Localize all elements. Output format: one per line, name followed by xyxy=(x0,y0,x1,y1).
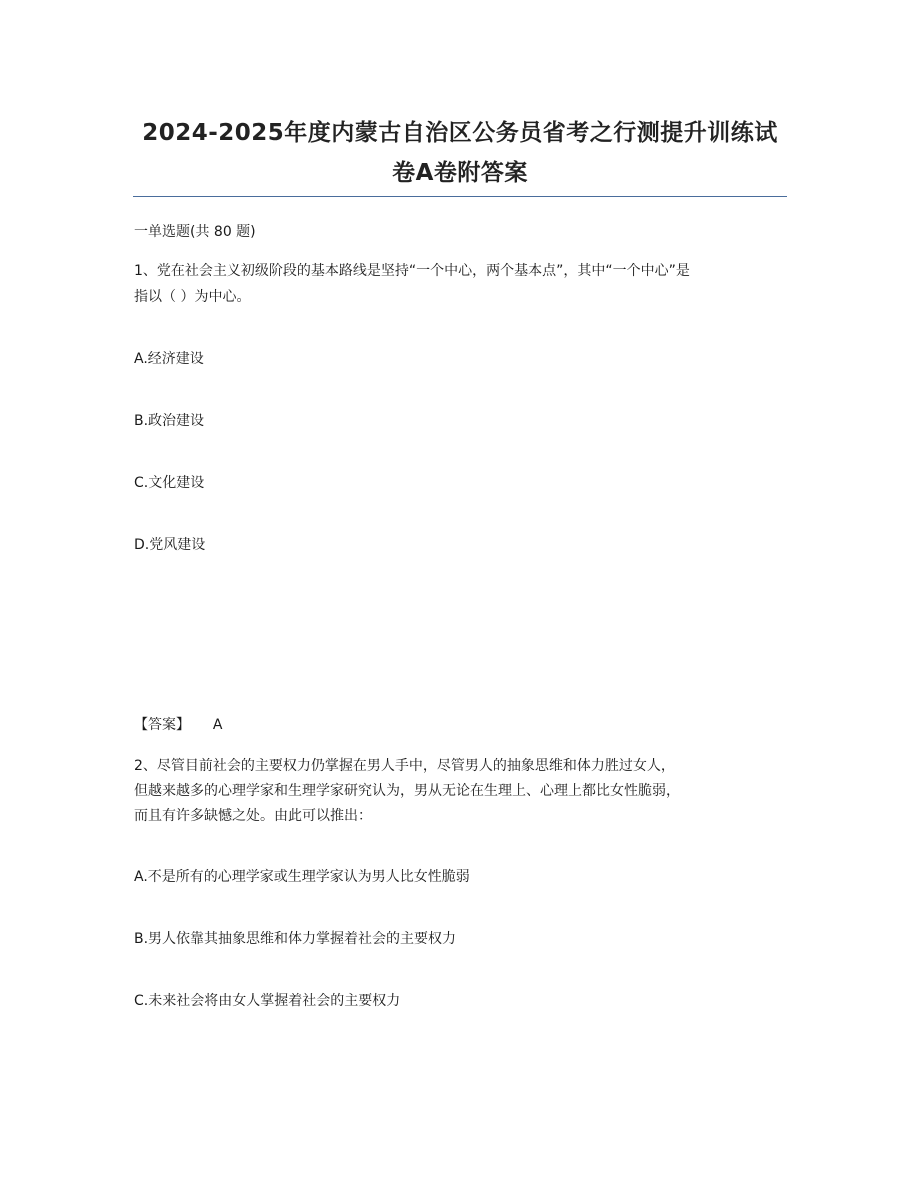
question-2-stem-line-3: 而且有许多缺憾之处。由此可以推出： xyxy=(134,808,372,824)
question-1-option-b: B.政治建设 xyxy=(134,413,205,429)
question-2-option-a: A.不是所有的心理学家或生理学家认为男人比女性脆弱 xyxy=(134,869,470,885)
question-2-stem-line-2: 但越来越多的心理学家和生理学家研究认为，男从无论在生理上、心理上都比女性脆弱， xyxy=(134,783,680,799)
document-title-line-1: 2024-2025年度内蒙古自治区公务员省考之行测提升训练试 xyxy=(142,120,778,146)
title-divider xyxy=(133,196,787,197)
question-2-stem-line-1: 2、尽管目前社会的主要权力仍掌握在男人手中，尽管男人的抽象思维和体力胜过女人， xyxy=(134,758,675,774)
section-heading: 一单选题(共 80 题) xyxy=(134,224,256,240)
answer-value: A xyxy=(212,717,223,733)
question-1-option-a: A.经济建设 xyxy=(134,351,204,367)
question-1-option-d: D.党风建设 xyxy=(134,537,206,553)
answer-label: 【答案】 xyxy=(134,717,190,733)
question-2-option-c: C.未来社会将由女人掌握着社会的主要权力 xyxy=(134,993,401,1009)
question-2-option-b: B.男人依靠其抽象思维和体力掌握着社会的主要权力 xyxy=(134,931,457,947)
question-1-stem-line-2: 指以（ ）为中心。 xyxy=(134,289,251,305)
question-1-option-c: C.文化建设 xyxy=(134,475,205,491)
question-1-stem-line-1: 1、党在社会主义初级阶段的基本路线是坚持“一个中心，两个基本点”，其中“一个中心”是 xyxy=(134,263,690,279)
question-1-answer xyxy=(134,715,222,735)
document-title-line-2: 卷A卷附答案 xyxy=(392,160,528,186)
